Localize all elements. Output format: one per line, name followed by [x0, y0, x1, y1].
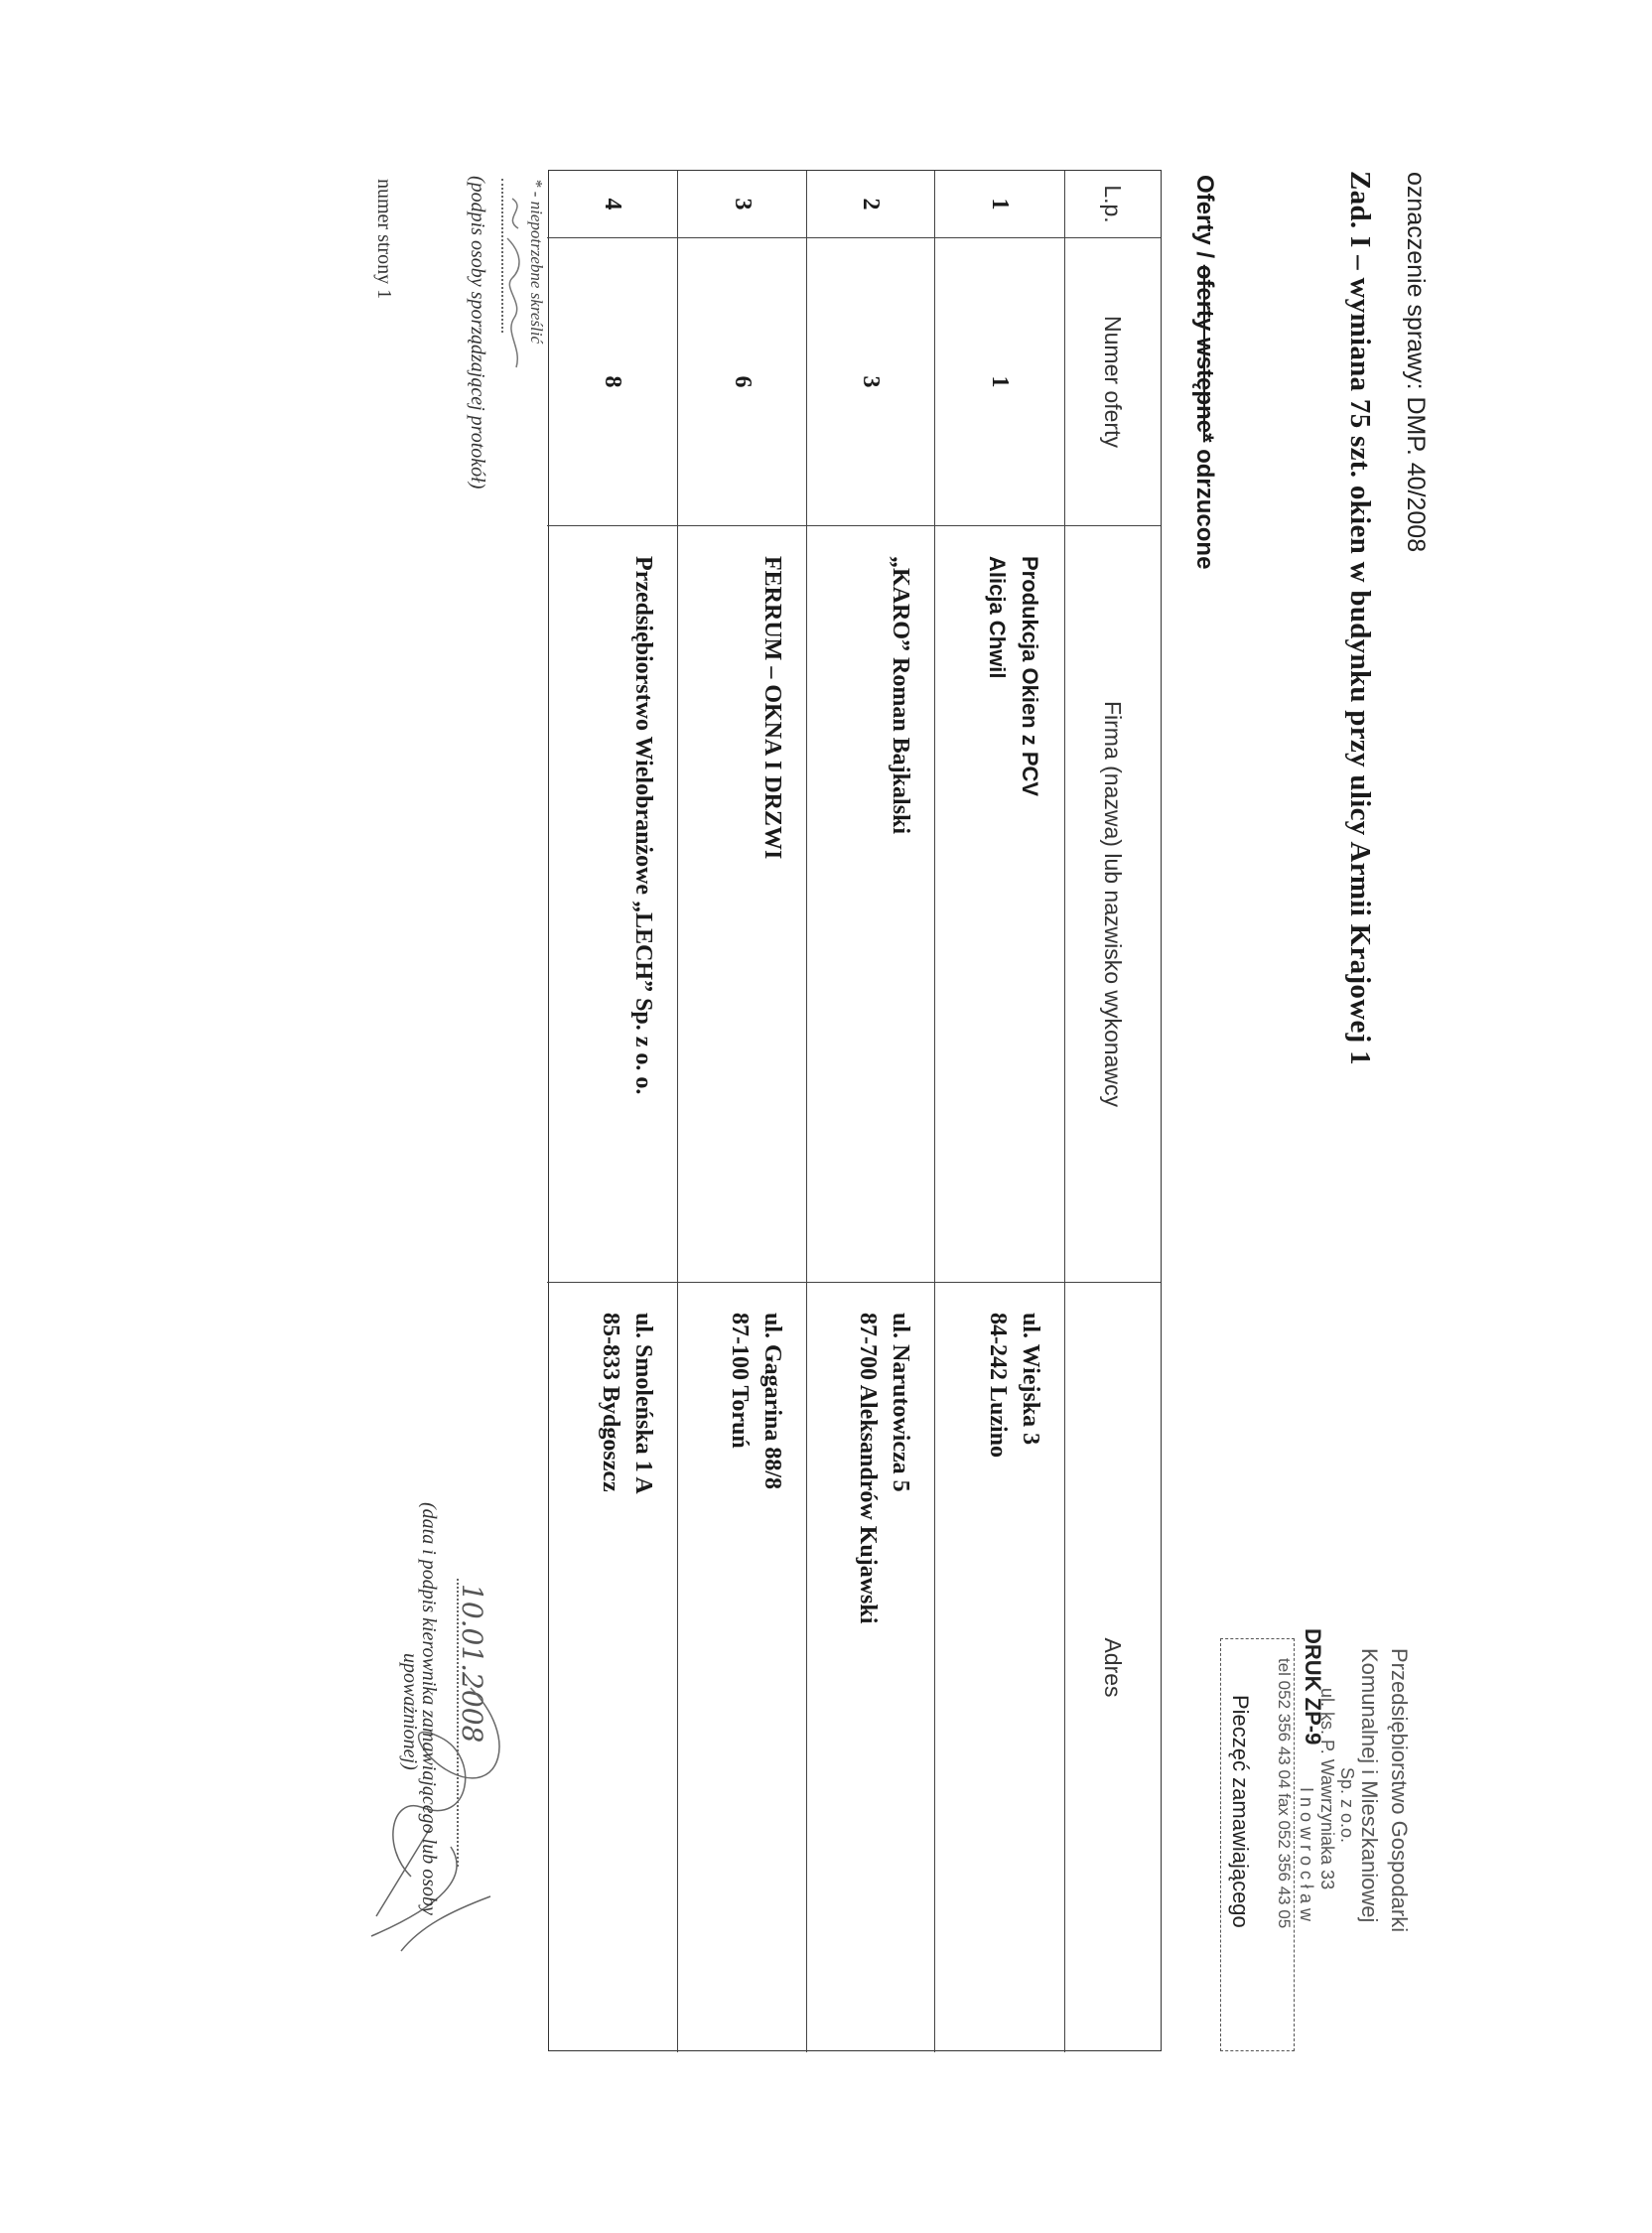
firm-line: „KARO” Roman Bajkalski	[888, 556, 913, 835]
header-lp: L.p.	[1064, 171, 1161, 238]
row-3-address	[677, 1283, 806, 2052]
row-2-offer-number: 3	[806, 238, 934, 526]
header-offer-number: Numer oferty	[1064, 238, 1161, 526]
row-3-offer-number: 6	[677, 238, 806, 526]
row-4-firm	[547, 526, 677, 1283]
firm-line: Przedsiębiorstwo Wielobranżowe „LECH” Sp. z o. o.	[630, 556, 656, 1095]
footnote: * - niepotrzebne skreślić	[527, 179, 546, 345]
case-reference: oznaczenie sprawy: DMP. 40/2008	[1402, 172, 1430, 553]
firm-line: Produkcja Okien z PCV	[1018, 556, 1042, 797]
firm-line: FERRUM – OKNA I DRZWI	[759, 556, 785, 860]
address-city: 84-242 Luzino	[985, 1313, 1011, 1459]
address-city: 87-700 Aleksandrów Kujawski	[855, 1313, 881, 1624]
approver-caption-line2: upoważnionej)	[399, 1653, 421, 1770]
address-city: 85-833 Bydgoszcz	[598, 1313, 623, 1492]
approver-caption: (data i podpis kierownika zamawiającego lub osoby	[418, 1502, 440, 1915]
stamp-line-city: I n o w r o c ł a w	[1297, 1787, 1316, 1922]
section-title-suffix: odrzucone	[1191, 442, 1218, 570]
header-firm: Firma (nazwa) lub nazwisko wykonawcy	[1064, 526, 1161, 1283]
header-address: Adres	[1064, 1283, 1161, 2052]
row-1-address	[934, 1283, 1064, 2052]
stamp-line-street: ul. ks. P. Wawrzyniaka 33	[1317, 1688, 1337, 1890]
row-2-address	[806, 1283, 934, 2052]
section-title	[1190, 175, 1218, 569]
section-title-struck: oferty wstępne*	[1191, 264, 1218, 443]
row-1-lp: 1	[934, 171, 1064, 238]
row-4-lp: 4	[547, 171, 677, 238]
rejected-offers-table	[548, 170, 1162, 2051]
address-street: ul. Wiejska 3	[1018, 1313, 1043, 1446]
stamp-line-company: Przedsiębiorstwo Gospodarki	[1387, 1648, 1412, 1933]
row-2-lp: 2	[806, 171, 934, 238]
firm-line: Alicja Chwil	[985, 556, 1010, 679]
row-3-lp: 3	[677, 171, 806, 238]
stamp-form-code: DRUK ZP-9	[1301, 1628, 1325, 1745]
page-number: numer strony 1	[373, 179, 395, 300]
stamp-line-phone: tel 052 356 43 04 fax 052 356 43 05	[1275, 1658, 1294, 1929]
row-1-firm	[934, 526, 1064, 1283]
row-4-offer-number: 8	[547, 238, 677, 526]
row-3-firm	[677, 526, 806, 1283]
preparer-signature-line	[501, 179, 503, 333]
address-street: ul. Smoleńska 1 A	[630, 1313, 656, 1494]
stamp-label: Pieczęć zamawiającego	[1228, 1695, 1253, 1928]
address-street: ul. Narutowicza 5	[888, 1313, 913, 1492]
section-title-prefix: Oferty /	[1191, 175, 1218, 265]
stamp-line-company-2: Komunalnej i Mieszkaniowej	[1357, 1648, 1382, 1923]
address-city: 87-100 Toruń	[727, 1313, 753, 1449]
row-4-address	[547, 1283, 677, 2052]
address-street: ul. Gagarina 88/8	[759, 1313, 785, 1490]
row-1-offer-number: 1	[934, 238, 1064, 526]
handwritten-date: 10.01.2008	[456, 1584, 488, 1744]
preparer-caption: (podpis osoby sporządzającej protokół)	[467, 176, 488, 489]
stamp-line-legal-form: Sp. z o.o.	[1337, 1767, 1357, 1844]
task-title: Zad. I – wymiana 75 szt. okien w budynku przy ulicy Armii Krajowej 1	[1344, 171, 1376, 1065]
row-2-firm	[806, 526, 934, 1283]
